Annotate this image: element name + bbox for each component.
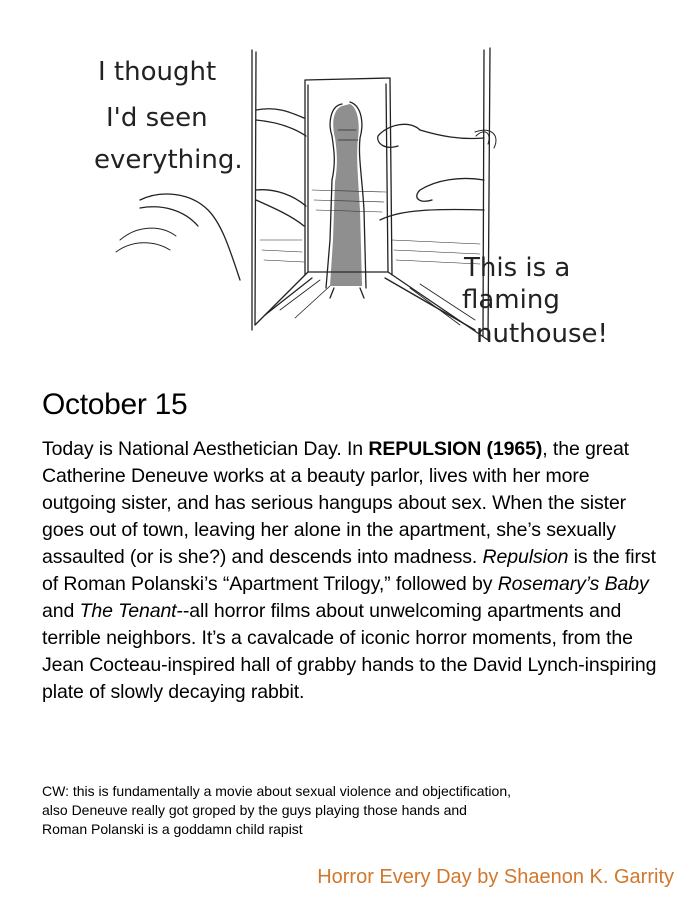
- page-title: October 15: [42, 388, 188, 421]
- svg-text:everything.: everything.: [94, 145, 243, 175]
- author-credit: Horror Every Day by Shaenon K. Garrity: [317, 866, 674, 888]
- content-warning-line: also Deneuve really got groped by the guys playing those hands and: [42, 802, 467, 818]
- body-text: --all horror films about unwelcoming apartments and terrible neighbors. It’s a cavalcade of iconic horror moments, from the Jean Cocteau-inspired hall of grabby hands to the David Lynch-inspiring plate of slowly decaying rabbit.: [42, 600, 657, 703]
- svg-text:I thought: I thought: [98, 57, 217, 87]
- film-title-italic: Rosemary’s Baby: [497, 573, 649, 595]
- content-warning: [42, 782, 642, 839]
- svg-text:nuthouse!: nuthouse!: [476, 319, 608, 349]
- film-title-bold: REPULSION (1965): [368, 438, 543, 460]
- illustration-hallway-hands: [80, 40, 640, 360]
- body-text: is the first of Roman Polanski’s “Apartment Trilogy,” followed by: [42, 546, 656, 595]
- svg-text:flaming: flaming: [462, 285, 560, 315]
- article-body: [42, 436, 664, 706]
- figure-silhouette: [330, 104, 362, 286]
- svg-text:This is a: This is a: [464, 253, 571, 283]
- content-warning-line: CW: this is fundamentally a movie about sexual violence and objectification,: [42, 783, 511, 799]
- caption-left: [94, 57, 243, 175]
- caption-right: [462, 253, 608, 349]
- svg-text:I'd seen: I'd seen: [106, 103, 208, 133]
- body-text: , the great Catherine Deneuve works at a beauty parlor, lives with her more outgoing sister, and has serious hangups about sex. When the sister goes out of town, leaving her alone in the apartment, she’s sexually assaulted (or is she?) and descends into madness.: [42, 438, 630, 568]
- body-text: and: [42, 600, 80, 622]
- film-title-italic: The Tenant: [79, 600, 177, 622]
- body-text: Today is National Aesthetician Day. In: [42, 438, 369, 460]
- content-warning-line: Roman Polanski is a goddamn child rapist: [42, 821, 303, 837]
- film-title-italic: Repulsion: [482, 546, 569, 568]
